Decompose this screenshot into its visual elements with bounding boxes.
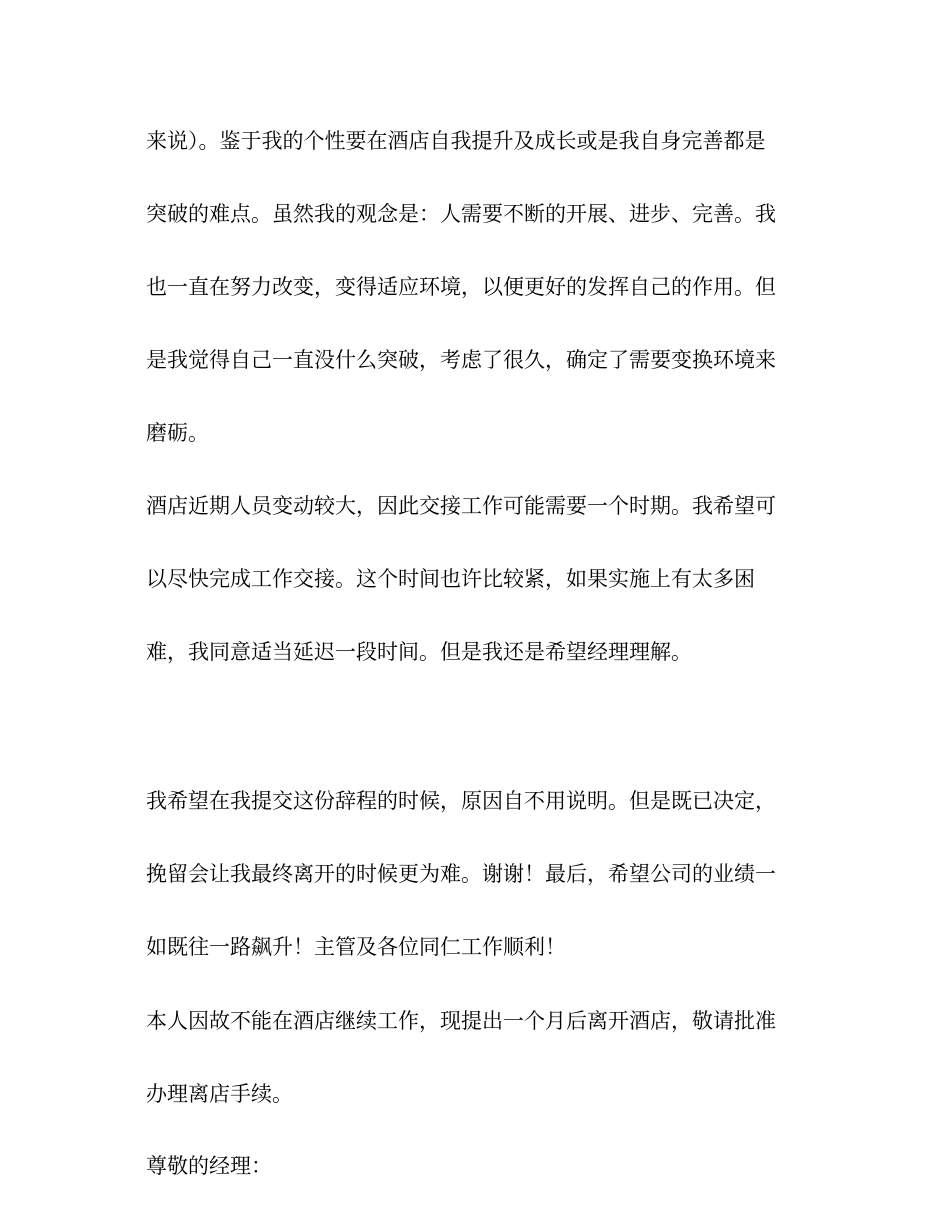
paragraph-line: 难，我同意适当延迟一段时间。但是我还是希望经理理解。	[146, 640, 692, 664]
paragraph-line: 突破的难点。虽然我的观念是：人需要不断的开展、进步、完善。我	[146, 202, 776, 226]
paragraph-line: 如既往一路飙升！主管及各位同仁工作顺利！	[146, 935, 566, 959]
paragraph-thanks	[146, 765, 806, 984]
paragraph-line: 是我觉得自己一直没什么突破，考虑了很久，确定了需要变换环境来	[146, 348, 776, 372]
paragraph-line: 本人因故不能在酒店继续工作，现提出一个月后离开酒店，敬请批准	[146, 1009, 776, 1033]
paragraph-line: 来说）。鉴于我的个性要在酒店自我提升及成长或是我自身完善都是	[146, 129, 766, 153]
paragraph-line: 我希望在我提交这份辞程的时候，原因自不用说明。但是既已决定，	[146, 789, 776, 813]
paragraph-line: 也一直在努力改变，变得适应环境，以便更好的发挥自己的作用。但	[146, 275, 776, 299]
paragraph-line: 挽留会让我最终离开的时候更为难。谢谢！最后，希望公司的业绩一	[146, 862, 776, 886]
paragraph-reason	[146, 105, 806, 470]
paragraph-handover	[146, 470, 806, 689]
greeting-line: 尊敬的经理：	[146, 1154, 272, 1178]
greeting	[146, 1130, 806, 1203]
paragraph-request	[146, 985, 806, 1131]
paragraph-line: 以尽快完成工作交接。这个时间也许比较紧，如果实施上有太多困	[146, 567, 755, 591]
paragraph-line: 磨砺。	[146, 421, 209, 445]
paragraph-line: 酒店近期人员变动较大，因此交接工作可能需要一个时期。我希望可	[146, 494, 776, 518]
paragraph-line: 办理离店手续。	[146, 1082, 293, 1106]
